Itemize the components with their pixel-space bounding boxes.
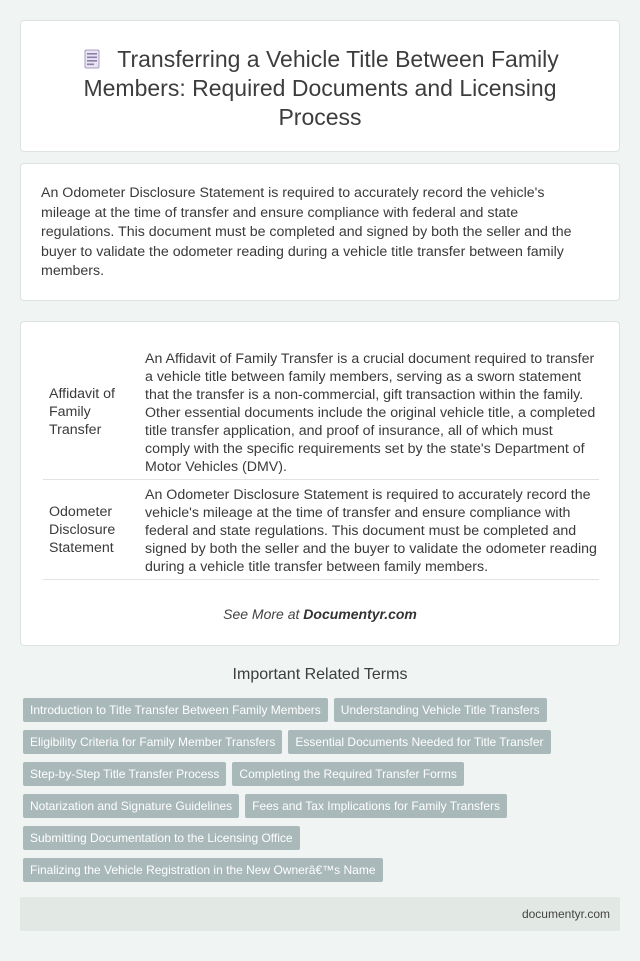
related-term-tag[interactable]: Fees and Tax Implications for Family Transfers (245, 794, 507, 818)
title-card (20, 20, 620, 152)
documents-table (43, 344, 599, 580)
related-term-tag[interactable]: Essential Documents Needed for Title Transfer (288, 730, 550, 754)
summary-card (20, 163, 620, 301)
related-term-tag[interactable]: Understanding Vehicle Title Transfers (334, 698, 547, 722)
related-terms-list (23, 698, 583, 890)
related-term-tag[interactable]: Eligibility Criteria for Family Member Transfers (23, 730, 282, 754)
table-row (43, 344, 599, 480)
see-more-link[interactable] (21, 606, 619, 622)
related-term-tag[interactable]: Finalizing the Vehicle Registration in the New Ownerâ€™s Name (23, 858, 383, 882)
document-icon (81, 48, 103, 70)
documents-card (20, 321, 620, 646)
see-more-prefix: See More at (223, 606, 300, 622)
related-term-tag[interactable]: Submitting Documentation to the Licensing Office (23, 826, 300, 850)
document-name: Odometer Disclosure Statement (43, 480, 141, 580)
page-title: Transferring a Vehicle Title Between Family Members: Required Documents and Licensing Process (83, 46, 559, 130)
footer-site-link[interactable]: documentyr.com (521, 907, 610, 921)
related-term-tag[interactable]: Completing the Required Transfer Forms (232, 762, 463, 786)
summary-text: An Odometer Disclosure Statement is required to accurately record the vehicle's mileage at the time of transfer and ensure compliance with federal and state regulations. This document must be completed and signed by both the seller and the buyer to validate the odometer reading during a vehicle title transfer between family members. (41, 185, 572, 279)
footer (20, 897, 620, 931)
related-terms-heading: Important Related Terms (232, 666, 408, 683)
document-description: An Affidavit of Family Transfer is a crucial document required to transfer a vehicle title between family members, serving as a sworn statement that the transfer is a non-commercial, gift transaction within the family. Other essential documents include the original vehicle title, a completed title transfer application, and proof of insurance, all of which must comply with the specific requirements set by the state's Department of Motor Vehicles (DMV). (141, 344, 599, 480)
page-title-wrap (61, 45, 579, 132)
document-description: An Odometer Disclosure Statement is required to accurately record the vehicle's mileage at the time of transfer and ensure compliance with federal and state regulations. This document must be completed and signed by both the seller and the buyer to validate the odometer reading during a vehicle title transfer between family members. (141, 480, 599, 580)
related-term-tag[interactable]: Step-by-Step Title Transfer Process (23, 762, 226, 786)
document-name: Affidavit of Family Transfer (43, 344, 141, 480)
table-row (43, 480, 599, 580)
related-term-tag[interactable]: Introduction to Title Transfer Between Family Members (23, 698, 328, 722)
see-more-site: Documentyr.com (303, 606, 417, 622)
related-term-tag[interactable]: Notarization and Signature Guidelines (23, 794, 239, 818)
